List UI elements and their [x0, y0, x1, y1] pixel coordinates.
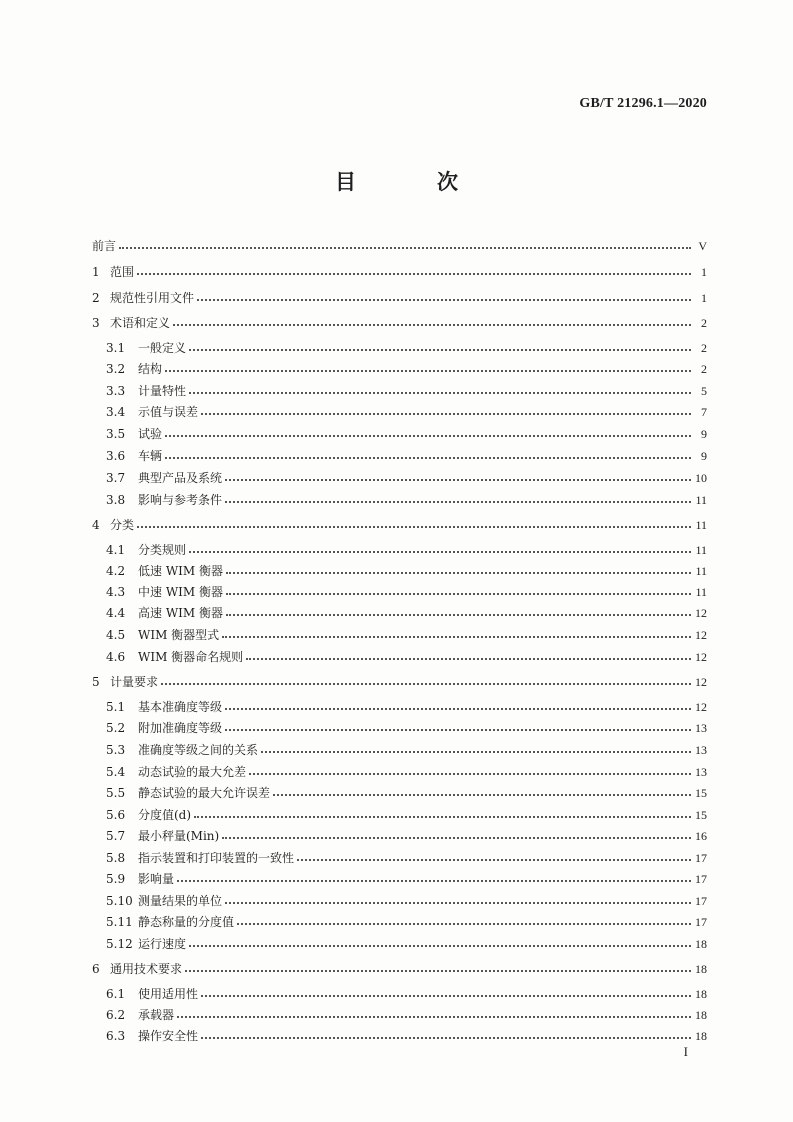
- toc-entry-label: 使用适用性: [138, 987, 199, 1001]
- toc-entry-label: 高速 WIM 衡器: [138, 606, 223, 620]
- page-title: 目 次: [335, 169, 488, 194]
- toc-entry[interactable]: [92, 287, 707, 305]
- toc-entry-number: 5.2: [106, 721, 126, 735]
- dot-leader: [225, 708, 691, 710]
- toc-entry-number: 5.10: [106, 894, 133, 908]
- toc-entry-page: 9: [701, 427, 707, 441]
- toc-entry-number: 4.6: [106, 650, 126, 664]
- dot-leader: [201, 1037, 691, 1039]
- toc-entry-number: 4.2: [106, 564, 126, 578]
- toc-entry-page: 13: [695, 721, 707, 735]
- toc-entry-label: 计量要求: [110, 675, 159, 689]
- toc-entry-number: 6.1: [106, 987, 126, 1001]
- toc-entry-number: 5.6: [106, 808, 126, 822]
- toc-entry-page: 17: [695, 894, 707, 908]
- toc-entry[interactable]: [106, 825, 707, 843]
- dot-leader: [189, 349, 691, 351]
- toc-entry-page: 12: [695, 650, 707, 664]
- dot-leader: [225, 479, 691, 481]
- dot-leader: [189, 551, 691, 553]
- toc-entry-label: 车辆: [138, 449, 163, 463]
- dot-leader: [165, 457, 691, 459]
- dot-leader: [201, 413, 691, 415]
- toc-entry-label: 前言: [92, 239, 117, 253]
- toc-entry-number: 5.12: [106, 937, 133, 951]
- toc-entry-number: 1: [92, 265, 100, 279]
- page-number: I: [683, 1044, 688, 1059]
- toc-entry[interactable]: [106, 983, 707, 1001]
- toc-entry-page: V: [698, 239, 707, 253]
- dot-leader: [226, 572, 691, 574]
- toc-entry-label: 最小秤量(Min): [138, 829, 220, 843]
- dot-leader: [246, 658, 691, 660]
- toc-entry[interactable]: [106, 445, 707, 463]
- toc-entry-page: 5: [701, 384, 707, 398]
- toc-entry[interactable]: [106, 624, 707, 642]
- toc-entry-page: 1: [701, 291, 707, 305]
- toc-entry-label: 分类规则: [138, 543, 187, 557]
- toc-entry-label: 范围: [110, 265, 135, 279]
- toc-entry-label: 通用技术要求: [110, 962, 183, 976]
- toc-entry-label: 结构: [138, 362, 163, 376]
- dot-leader: [197, 299, 691, 301]
- dot-leader: [173, 324, 691, 326]
- toc-entry[interactable]: [92, 671, 707, 689]
- toc-entry-number: 5.11: [106, 915, 133, 929]
- dot-leader: [225, 902, 691, 904]
- toc-entry-number: 3.8: [106, 493, 126, 507]
- toc-entry-number: 5.3: [106, 743, 126, 757]
- toc-entry-label: 静态称量的分度值: [138, 915, 235, 929]
- toc-entry[interactable]: [92, 312, 707, 330]
- toc-entry-label: 规范性引用文件: [110, 291, 195, 305]
- toc-entry-page: 12: [695, 700, 707, 714]
- dot-leader: [165, 370, 691, 372]
- toc-entry[interactable]: [106, 868, 707, 886]
- dot-leader: [189, 392, 691, 394]
- toc-entry-label: 术语和定义: [110, 316, 171, 330]
- toc-entry-label: 影响量: [138, 872, 175, 886]
- toc-entry-label: WIM 衡器型式: [138, 628, 220, 642]
- dot-leader: [297, 859, 691, 861]
- toc-entry-number: 3: [92, 316, 100, 330]
- toc-entry-number: 4.1: [106, 543, 126, 557]
- toc-entry-page: 15: [695, 786, 707, 800]
- toc-entry-page: 18: [695, 962, 707, 976]
- dot-leader: [119, 247, 691, 249]
- toc-entry[interactable]: [106, 782, 707, 800]
- toc-entry-number: 6.3: [106, 1029, 126, 1043]
- toc-entry[interactable]: [92, 235, 707, 253]
- toc-entry-number: 6: [92, 962, 100, 976]
- toc-entry-page: 11: [695, 543, 707, 557]
- toc-entry-label: WIM 衡器命名规则: [138, 650, 244, 664]
- toc-entry-page: 9: [701, 449, 707, 463]
- toc-entry-number: 3.7: [106, 471, 126, 485]
- toc-entry-label: 一般定义: [138, 341, 187, 355]
- toc-entry-number: 5: [92, 675, 100, 689]
- toc-entry[interactable]: [92, 514, 707, 532]
- toc-entry-page: 10: [695, 471, 707, 485]
- toc-entry-label: 附加准确度等级: [138, 721, 223, 735]
- toc-entry[interactable]: [106, 358, 707, 376]
- dot-leader: [137, 526, 691, 528]
- dot-leader: [161, 683, 691, 685]
- toc-entry-number: 2: [92, 291, 100, 305]
- toc-entry-page: 18: [695, 987, 707, 1001]
- dot-leader: [185, 970, 691, 972]
- dot-leader: [177, 1016, 691, 1018]
- dot-leader: [165, 435, 691, 437]
- toc-entry-page: 2: [701, 316, 707, 330]
- toc-entry-number: 4: [92, 518, 100, 532]
- toc-entry[interactable]: [106, 717, 707, 735]
- toc-entry[interactable]: [106, 380, 707, 398]
- toc-entry-page: 16: [695, 829, 707, 843]
- toc-entry-number: 5.9: [106, 872, 126, 886]
- toc-entry-page: 7: [701, 405, 707, 419]
- toc-entry-page: 15: [695, 808, 707, 822]
- toc-entry-label: 试验: [138, 427, 163, 441]
- toc-entry-label: 典型产品及系统: [138, 471, 223, 485]
- toc-entry[interactable]: [106, 696, 707, 714]
- standard-number: GB/T 21296.1—2020: [579, 96, 707, 111]
- toc-entry-number: 4.5: [106, 628, 126, 642]
- toc-entry[interactable]: [106, 560, 707, 578]
- toc-entry-label: 计量特性: [138, 384, 187, 398]
- dot-leader: [237, 923, 691, 925]
- toc-entry-label: 分类: [110, 518, 135, 532]
- dot-leader: [177, 880, 691, 882]
- toc-entry-page: 18: [695, 937, 707, 951]
- toc-entry-number: 4.4: [106, 606, 126, 620]
- toc-entry-page: 17: [695, 872, 707, 886]
- toc-entry-page: 12: [695, 628, 707, 642]
- toc-entry[interactable]: [106, 423, 707, 441]
- toc-entry-number: 3.1: [106, 341, 126, 355]
- toc-entry-page: 11: [695, 493, 707, 507]
- toc-entry[interactable]: [106, 401, 707, 419]
- toc-entry-label: 低速 WIM 衡器: [138, 564, 223, 578]
- toc-entry-page: 12: [695, 675, 707, 689]
- toc-entry[interactable]: [106, 890, 707, 908]
- dot-leader: [222, 636, 691, 638]
- toc-entry-page: 1: [701, 265, 707, 279]
- toc-entry[interactable]: [92, 958, 707, 976]
- dot-leader: [194, 816, 691, 818]
- toc-entry-number: 3.2: [106, 362, 126, 376]
- toc-entry-label: 操作安全性: [138, 1029, 199, 1043]
- toc-entry-number: 3.5: [106, 427, 126, 441]
- toc-entry-label: 示值与误差: [138, 405, 199, 419]
- toc-entry[interactable]: [106, 847, 707, 865]
- toc-entry-label: 分度值(d): [138, 808, 192, 822]
- toc-entry[interactable]: [106, 911, 707, 929]
- toc-entry-number: 5.5: [106, 786, 126, 800]
- toc-entry-number: 5.7: [106, 829, 126, 843]
- toc-entry-page: 12: [695, 606, 707, 620]
- toc-entry-number: 3.6: [106, 449, 126, 463]
- dot-leader: [261, 751, 691, 753]
- toc-entry[interactable]: [106, 602, 707, 620]
- toc-entry-number: 4.3: [106, 585, 126, 599]
- toc-entry[interactable]: [106, 761, 707, 779]
- toc-entry-label: 中速 WIM 衡器: [138, 585, 223, 599]
- dot-leader: [249, 773, 691, 775]
- toc-entry-page: 11: [695, 564, 707, 578]
- toc-entry-number: 3.3: [106, 384, 126, 398]
- toc-entry-label: 基本准确度等级: [138, 700, 223, 714]
- dot-leader: [225, 501, 691, 503]
- dot-leader: [273, 794, 691, 796]
- toc-entry-number: 3.4: [106, 405, 126, 419]
- toc-entry-label: 准确度等级之间的关系: [138, 743, 259, 757]
- toc-entry-label: 动态试验的最大允差: [138, 765, 247, 779]
- toc-entry[interactable]: [106, 804, 707, 822]
- toc-entry-label: 影响与参考条件: [138, 493, 223, 507]
- dot-leader: [222, 837, 691, 839]
- toc-entry[interactable]: [106, 933, 707, 951]
- dot-leader: [226, 614, 691, 616]
- toc-entry[interactable]: [106, 1004, 707, 1022]
- toc-entry[interactable]: [106, 1025, 707, 1043]
- toc-entry-page: 11: [695, 585, 707, 599]
- toc-entry-label: 指示装置和打印装置的一致性: [138, 851, 295, 865]
- toc-entry[interactable]: [106, 539, 707, 557]
- toc-entry-page: 11: [695, 518, 707, 532]
- toc-entry-label: 运行速度: [138, 937, 187, 951]
- toc-entry-page: 13: [695, 743, 707, 757]
- toc-entry-page: 18: [695, 1008, 707, 1022]
- toc-entry[interactable]: [106, 337, 707, 355]
- toc-entry[interactable]: [106, 646, 707, 664]
- dot-leader: [137, 273, 691, 275]
- toc-entry-page: 17: [695, 915, 707, 929]
- toc-entry[interactable]: [106, 581, 707, 599]
- toc-entry-number: 6.2: [106, 1008, 126, 1022]
- toc-entry[interactable]: [106, 739, 707, 757]
- toc-entry-label: 静态试验的最大允许误差: [138, 786, 271, 800]
- dot-leader: [189, 945, 691, 947]
- dot-leader: [201, 995, 691, 997]
- toc-entry-page: 2: [701, 341, 707, 355]
- toc-entry-label: 测量结果的单位: [138, 894, 223, 908]
- toc-entry[interactable]: [92, 261, 707, 279]
- toc-entry-page: 13: [695, 765, 707, 779]
- toc-entry[interactable]: [106, 467, 707, 485]
- dot-leader: [225, 729, 691, 731]
- toc-entry-page: 17: [695, 851, 707, 865]
- toc-entry[interactable]: [106, 489, 707, 507]
- toc-entry-number: 5.1: [106, 700, 126, 714]
- toc-entry-number: 5.4: [106, 765, 126, 779]
- toc-entry-number: 5.8: [106, 851, 126, 865]
- toc-entry-page: 2: [701, 362, 707, 376]
- toc-entry-page: 18: [695, 1029, 707, 1043]
- toc-entry-label: 承载器: [138, 1008, 175, 1022]
- dot-leader: [226, 593, 691, 595]
